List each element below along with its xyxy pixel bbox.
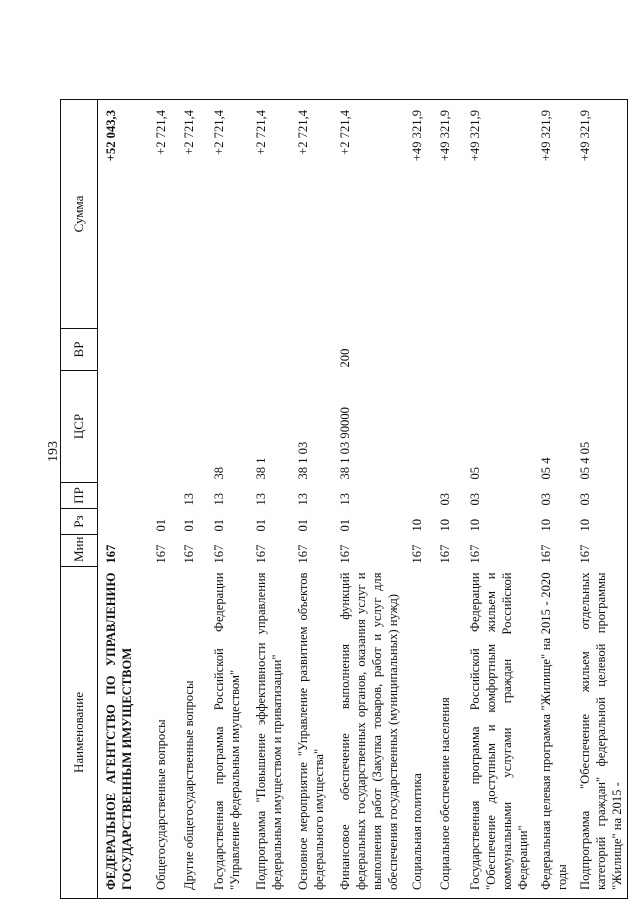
row-csr: 38 1 03 — [295, 441, 310, 480]
row-sum: +49 321,9 — [404, 100, 432, 329]
page-number: 193 — [46, 441, 61, 462]
row-sum: +49 321,9 — [432, 100, 462, 329]
col-header-csr: ЦСР — [61, 371, 98, 483]
col-header-sum: Сумма — [61, 100, 98, 329]
budget-table — [60, 99, 628, 899]
row-name: Подпрограмма "Повышение эффективности управления федеральным имуществом и приватизации" — [248, 567, 290, 899]
row-rz: 01 — [253, 518, 268, 532]
table-row — [572, 100, 628, 899]
table-row — [148, 100, 176, 899]
row-csr: 05 4 05 — [572, 371, 628, 483]
row-min: 167 — [467, 544, 482, 564]
table-row — [462, 100, 533, 899]
row-sum: +2 721,4 — [248, 100, 290, 329]
row-csr: 38 — [211, 466, 226, 480]
row-name: Основное мероприятие "Управление развитием объектов федерального имущества" — [290, 567, 332, 899]
col-header-rz: Рз — [61, 509, 98, 535]
table-row — [332, 100, 404, 899]
table-row — [98, 100, 148, 899]
col-header-pr: ПР — [61, 483, 98, 509]
row-min: 167 — [104, 544, 118, 564]
col-header-min: Мин — [61, 535, 98, 567]
row-pr: 03 — [572, 483, 628, 509]
row-name: Подпрограмма "Обеспечение жильем отдельных категорий граждан" федеральной целевой программы "Жилище" на 2015 - — [572, 567, 628, 899]
row-rz: 10 — [572, 509, 628, 535]
row-name: Общегосударственные вопросы — [148, 567, 176, 899]
row-sum: +2 721,4 — [290, 100, 332, 329]
row-name: Федеральная целевая программа "Жилище" на 2015 - 2020 годы — [533, 567, 572, 899]
row-name: Финансовое обеспечение выполнения функций федеральных государственных органов, оказания услуг и выполнения работ (Закупка товаров, работ и услуг для обеспечения государственных (муниципальных) нужд) — [332, 567, 404, 899]
row-pr: 03 — [538, 492, 553, 506]
row-sum: +49 321,9 — [533, 100, 572, 329]
row-rz: 10 — [409, 518, 424, 532]
row-name: Социальное обеспечение населения — [432, 567, 462, 899]
row-csr — [404, 371, 432, 483]
row-rz: 01 — [211, 518, 226, 532]
row-min: 167 — [253, 544, 268, 564]
row-sum: +2 721,4 — [148, 100, 176, 329]
row-name: Государственная программа Российской Федерации "Управление федеральным имуществом" — [206, 567, 248, 899]
col-header-name: Наименование — [61, 567, 98, 899]
table-row — [206, 100, 248, 899]
row-vr — [290, 329, 332, 371]
row-min: 167 — [181, 544, 196, 564]
table-row — [176, 100, 206, 899]
row-rz: 01 — [153, 518, 168, 532]
row-name: Государственная программа Российской Федерации "Обеспечение доступным и комфортным жильем и коммунальными услугами граждан Российской Федерации" — [462, 567, 533, 899]
row-rz: 01 — [295, 518, 310, 532]
row-vr — [462, 329, 533, 371]
row-min: 167 — [538, 544, 553, 564]
col-header-vr: ВР — [61, 329, 98, 371]
row-vr — [572, 329, 628, 371]
row-csr: 05 — [467, 466, 482, 480]
row-name: ФЕДЕРАЛЬНОЕ АГЕНТСТВО ПО УПРАВЛЕНИЮ ГОСУДАРСТВЕННЫМ ИМУЩЕСТВОМ — [98, 567, 148, 899]
row-pr — [404, 483, 432, 509]
row-vr — [98, 329, 148, 371]
row-sum: +49 321,9 — [572, 100, 628, 329]
row-pr — [148, 483, 176, 509]
row-rz — [98, 509, 148, 535]
row-min: 167 — [211, 544, 226, 564]
row-rz: 01 — [181, 518, 196, 532]
table-row — [533, 100, 572, 899]
row-pr: 13 — [253, 492, 268, 506]
row-vr — [176, 329, 206, 371]
row-min: 167 — [337, 544, 352, 564]
row-name: Социальная политика — [404, 567, 432, 899]
row-min: 167 — [437, 544, 452, 564]
row-pr: 03 — [467, 492, 482, 506]
row-sum: +2 721,4 — [176, 100, 206, 329]
row-pr: 13 — [181, 492, 196, 506]
row-csr — [148, 371, 176, 483]
row-sum: +2 721,4 — [206, 100, 248, 329]
header-row — [61, 100, 98, 899]
row-vr — [148, 329, 176, 371]
row-csr — [98, 371, 148, 483]
row-min: 167 — [409, 544, 424, 564]
table-row — [290, 100, 332, 899]
row-csr — [432, 371, 462, 483]
row-vr — [248, 329, 290, 371]
row-pr: 13 — [337, 492, 352, 506]
row-min: 167 — [153, 544, 168, 564]
row-sum: +2 721,4 — [332, 100, 404, 329]
row-vr — [206, 329, 248, 371]
row-vr — [533, 329, 572, 371]
row-vr — [432, 329, 462, 371]
row-pr: 03 — [437, 492, 452, 506]
row-rz: 10 — [437, 518, 452, 532]
row-vr — [404, 329, 432, 371]
row-sum: +52 043,3 — [98, 100, 148, 329]
table-row — [432, 100, 462, 899]
row-csr: 38 1 03 90000 — [337, 407, 352, 480]
row-csr: 38 1 — [253, 457, 268, 480]
row-rz: 01 — [337, 518, 352, 532]
row-csr: 05 4 — [538, 457, 553, 480]
row-sum: +49 321,9 — [462, 100, 533, 329]
row-vr: 200 — [337, 348, 352, 368]
row-pr — [98, 483, 148, 509]
row-name: Другие общегосударственные вопросы — [176, 567, 206, 899]
table-row — [404, 100, 432, 899]
row-rz: 10 — [467, 518, 482, 532]
row-min: 167 — [572, 535, 628, 567]
row-csr — [176, 371, 206, 483]
row-pr: 13 — [211, 492, 226, 506]
row-rz: 10 — [538, 518, 553, 532]
table-row — [248, 100, 290, 899]
row-pr: 13 — [295, 492, 310, 506]
row-min: 167 — [295, 544, 310, 564]
